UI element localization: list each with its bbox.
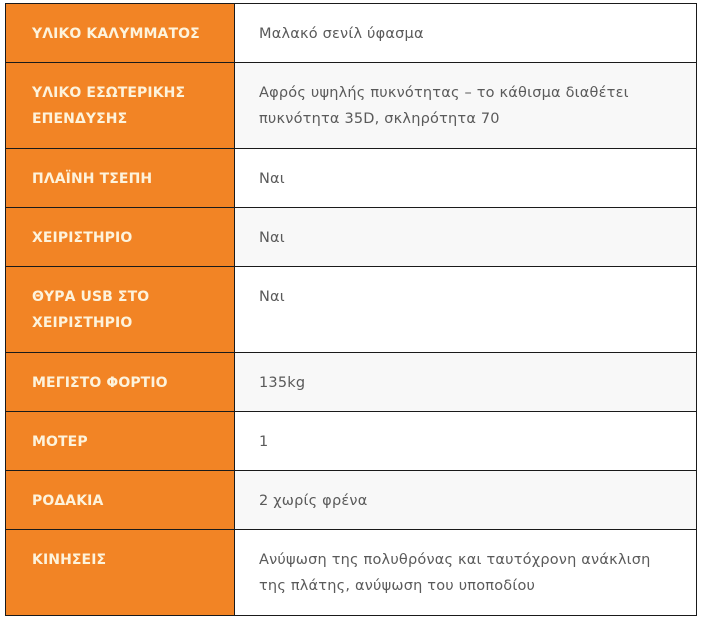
spec-value: Ναι bbox=[235, 267, 697, 353]
spec-value: Ναι bbox=[235, 149, 697, 208]
spec-value: Ναι bbox=[235, 208, 697, 267]
spec-label: ΥΛΙΚΟ ΕΣΩΤΕΡΙΚΗΣ ΕΠΕΝΔΥΣΗΣ bbox=[6, 63, 235, 149]
spec-row-cover-material bbox=[6, 4, 697, 63]
spec-value: 1 bbox=[235, 412, 697, 471]
spec-label: ΡΟΔΑΚΙΑ bbox=[6, 471, 235, 530]
spec-label: ΚΙΝΗΣΕΙΣ bbox=[6, 530, 235, 616]
spec-value: Αφρός υψηλής πυκνότητας – το κάθισμα διαθέτει πυκνότητα 35D, σκληρότητα 70 bbox=[235, 63, 697, 149]
spec-row-side-pocket bbox=[6, 149, 697, 208]
spec-value: Μαλακό σενίλ ύφασμα bbox=[235, 4, 697, 63]
spec-value: 135kg bbox=[235, 353, 697, 412]
spec-row-usb-port bbox=[6, 267, 697, 353]
spec-label: ΥΛΙΚΟ ΚΑΛΥΜΜΑΤΟΣ bbox=[6, 4, 235, 63]
spec-row-inner-padding bbox=[6, 63, 697, 149]
spec-row-casters bbox=[6, 471, 697, 530]
spec-label: ΜΕΓΙΣΤΟ ΦΟΡΤΙΟ bbox=[6, 353, 235, 412]
spec-label: ΜΟΤΕΡ bbox=[6, 412, 235, 471]
spec-row-motor bbox=[6, 412, 697, 471]
spec-row-max-load bbox=[6, 353, 697, 412]
spec-label: ΘΥΡΑ USB ΣΤΟ ΧΕΙΡΙΣΤΗΡΙΟ bbox=[6, 267, 235, 353]
spec-label: ΠΛΑΪΝΗ ΤΣΕΠΗ bbox=[6, 149, 235, 208]
spec-row-movements bbox=[6, 530, 697, 616]
spec-label: ΧΕΙΡΙΣΤΗΡΙΟ bbox=[6, 208, 235, 267]
spec-value: 2 χωρίς φρένα bbox=[235, 471, 697, 530]
product-specifications-table bbox=[5, 3, 697, 616]
spec-value: Ανύψωση της πολυθρόνας και ταυτόχρονη ανάκλιση της πλάτης, ανύψωση του υποποδίου bbox=[235, 530, 697, 616]
spec-row-remote-control bbox=[6, 208, 697, 267]
